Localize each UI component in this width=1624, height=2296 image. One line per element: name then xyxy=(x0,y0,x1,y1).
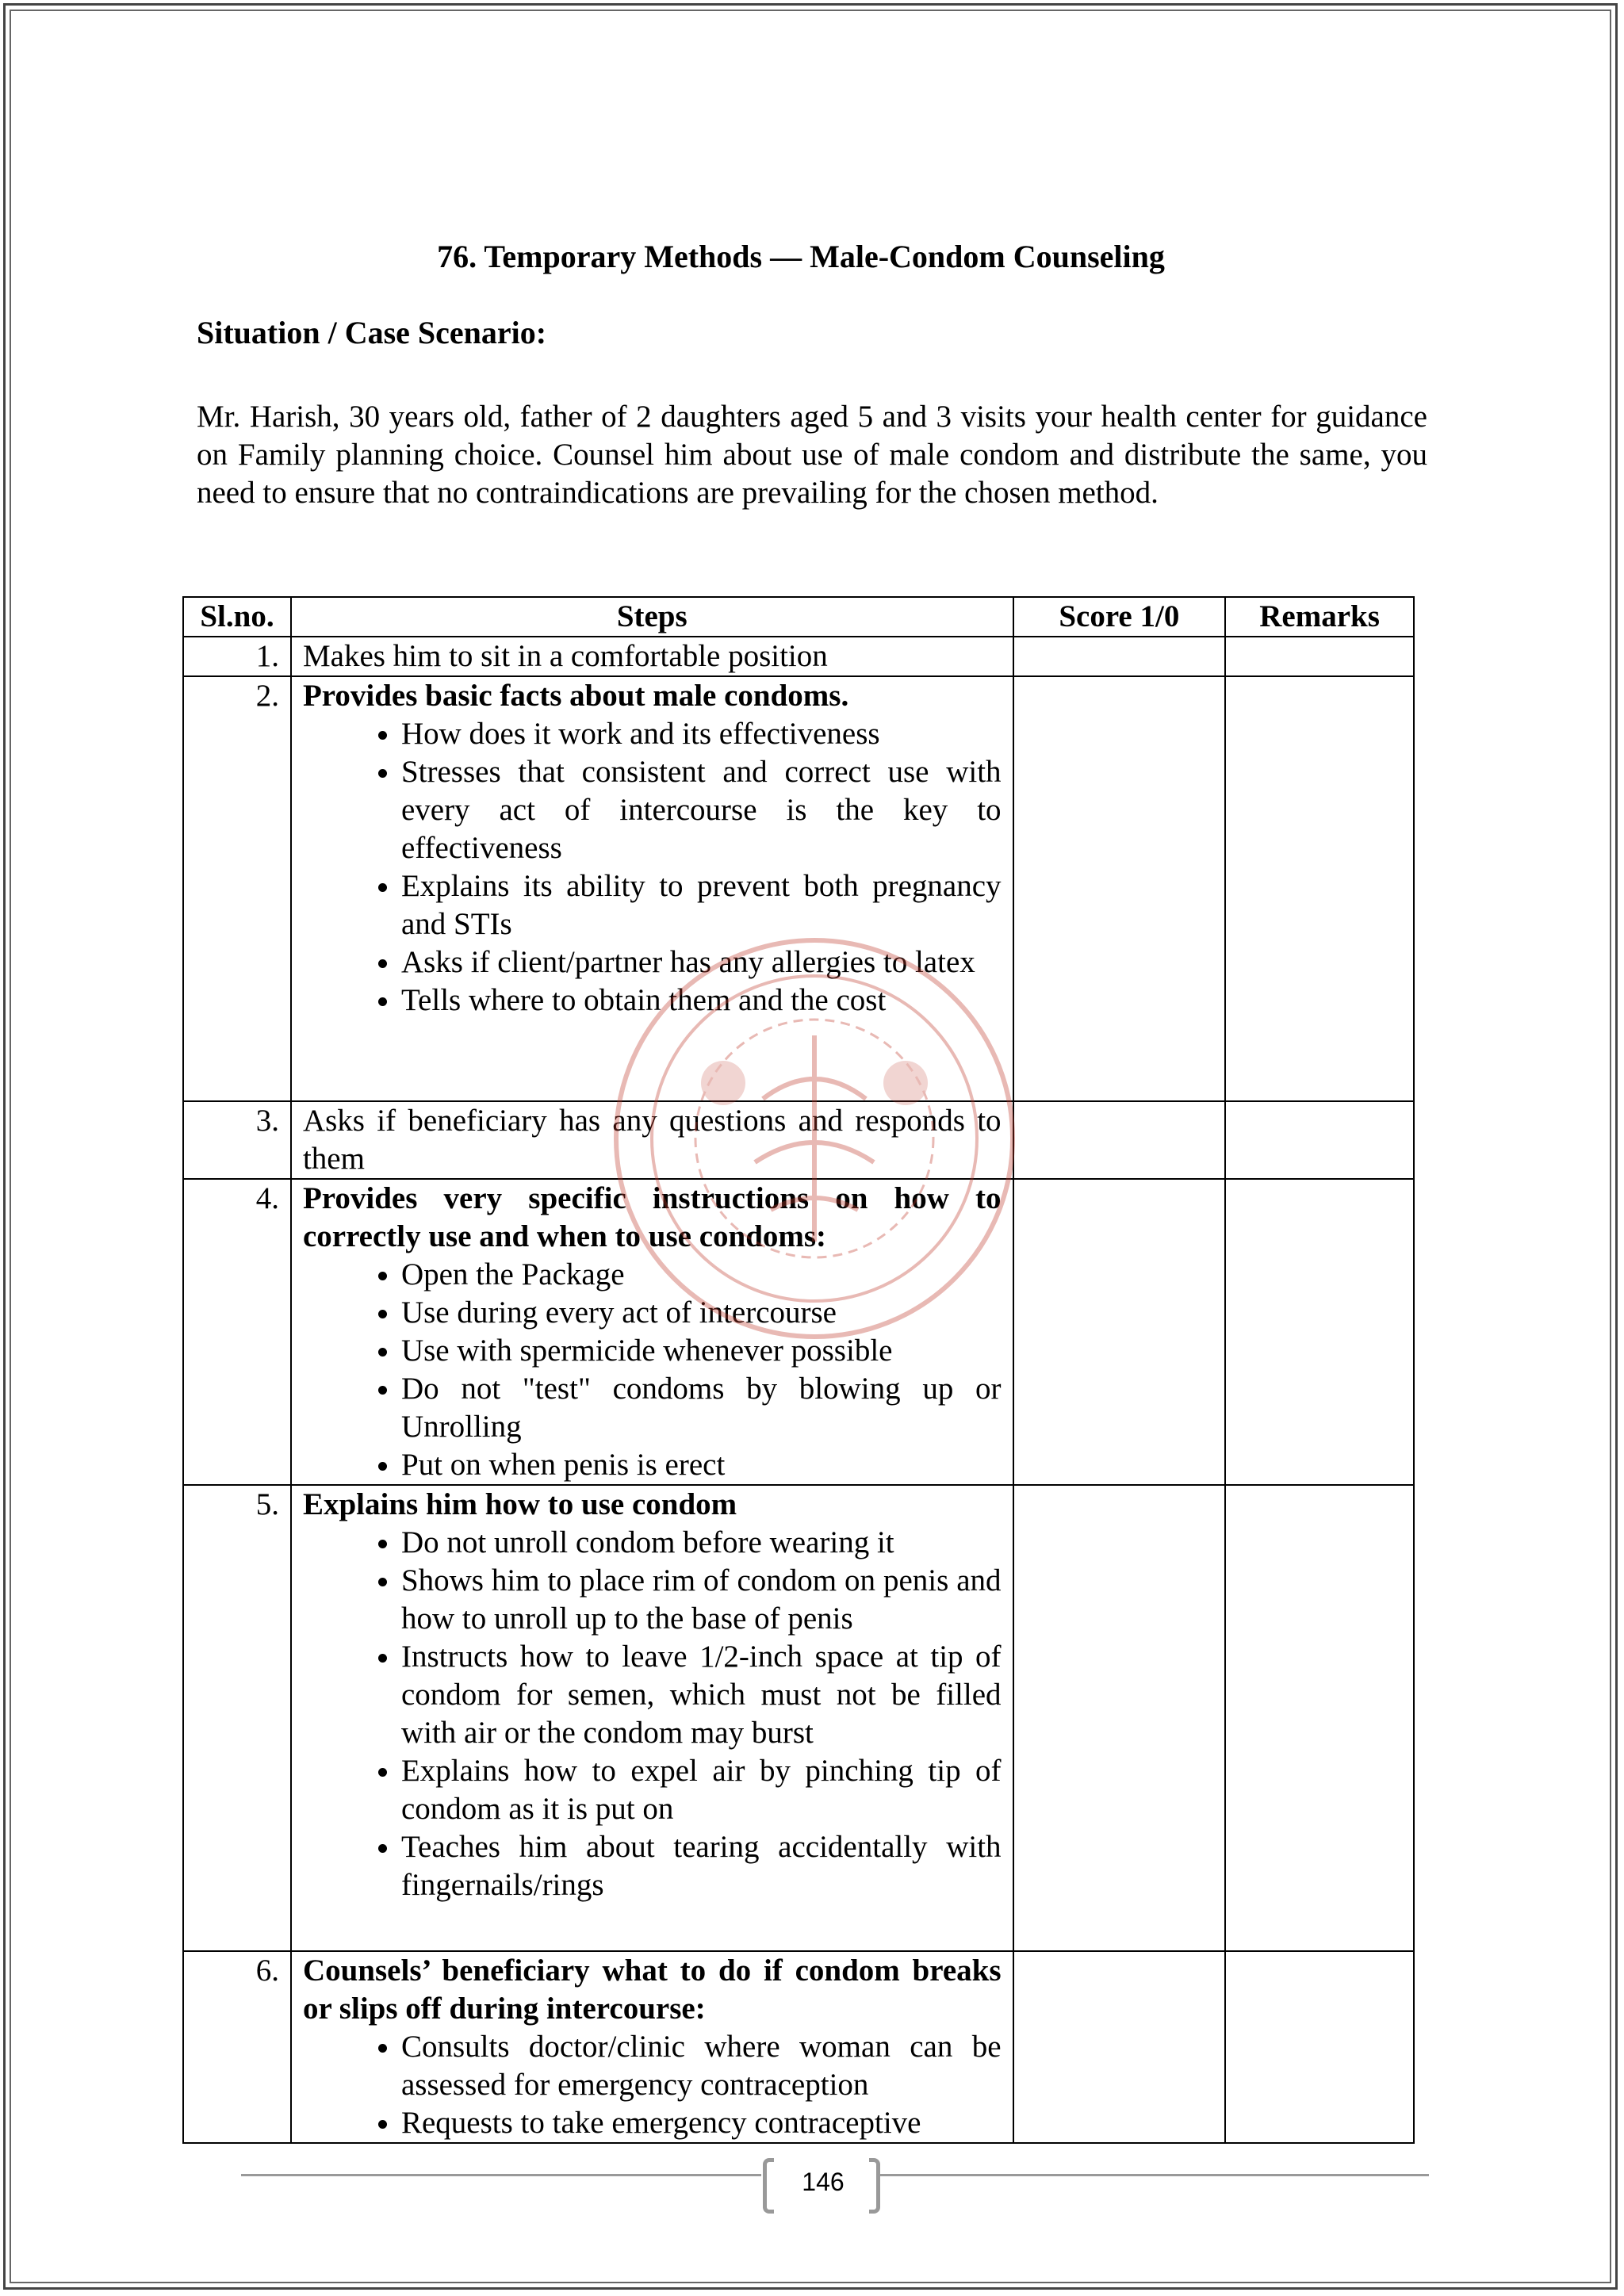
steps-table xyxy=(182,596,1415,2144)
score-cell xyxy=(1013,1101,1226,1179)
list-item: • Put on when penis is erect xyxy=(401,1446,1002,1484)
step-cell xyxy=(291,676,1013,1101)
step-text: Makes him to sit in a comfortable position xyxy=(302,639,828,673)
list-item: • Use with spermicide whenever possible xyxy=(401,1332,1002,1370)
score-cell xyxy=(1013,1179,1226,1485)
page-number-bracket-right xyxy=(869,2158,880,2214)
table-header-row xyxy=(183,597,1414,637)
remarks-cell xyxy=(1225,676,1414,1101)
row-number: 4. xyxy=(183,1179,291,1485)
table-row xyxy=(183,676,1414,1101)
page-title: 76. Temporary Methods — Male-Condom Counseling xyxy=(437,239,1165,274)
list-item: • Requests to take emergency contraceptive xyxy=(401,2104,1002,2142)
remarks-cell xyxy=(1225,1485,1414,1951)
step-cell xyxy=(291,1179,1013,1485)
list-item: • Explains its ability to prevent both pregnancy and STIs xyxy=(401,867,1002,943)
score-cell xyxy=(1013,1951,1226,2143)
table-row xyxy=(183,1485,1414,1951)
row-number: 3. xyxy=(183,1101,291,1179)
scenario-text: Mr. Harish, 30 years old, father of 2 daughters aged 5 and 3 visits your health center for guidance on Family planning choice. Counsel him about use of male condom and distribute the same, you need to ensure that no contraindications are prevailing for the chosen method. xyxy=(197,400,1427,510)
row-number: 1. xyxy=(183,637,291,676)
header-steps: Steps xyxy=(291,597,1013,637)
list-item: • Consults doctor/clinic where woman can be assessed for emergency contraception xyxy=(401,2028,1002,2104)
header-score: Score 1/0 xyxy=(1013,597,1226,637)
step-cell xyxy=(291,1101,1013,1179)
step-text: Asks if beneficiary has any questions and responds to them xyxy=(302,1104,1002,1176)
page-number-bracket-left xyxy=(763,2158,774,2214)
header-remarks: Remarks xyxy=(1225,597,1414,637)
remarks-cell xyxy=(1225,1179,1414,1485)
score-cell xyxy=(1013,676,1226,1101)
step-cell xyxy=(291,637,1013,676)
header-slno: Sl.no. xyxy=(183,597,291,637)
footer-rule-right xyxy=(879,2174,1429,2176)
table-row xyxy=(183,1179,1414,1485)
remarks-cell xyxy=(1225,1101,1414,1179)
list-item: • Teaches him about tearing accidentally with fingernails/rings xyxy=(401,1828,1002,1904)
step-bullets xyxy=(303,1256,1002,1484)
step-heading: Provides very specific instructions on how to correctly use and when to use condoms: xyxy=(302,1181,1002,1253)
scenario-label: Situation / Case Scenario: xyxy=(197,315,547,350)
step-cell xyxy=(291,1951,1013,2143)
remarks-cell xyxy=(1225,1951,1414,2143)
step-heading: Provides basic facts about male condoms. xyxy=(302,679,849,713)
row-number: 2. xyxy=(183,676,291,1101)
list-item: • Do not unroll condom before wearing it xyxy=(401,1524,1002,1562)
list-item: • Tells where to obtain them and the cost xyxy=(401,982,1002,1020)
list-item: • Instructs how to leave 1/2-inch space at tip of condom for semen, which must not be filled with air or the condom may burst xyxy=(401,1638,1002,1752)
list-item: • How does it work and its effectiveness xyxy=(401,715,1002,753)
list-item: • Explains how to expel air by pinching tip of condom as it is put on xyxy=(401,1752,1002,1828)
step-bullets xyxy=(303,715,1002,1020)
step-heading: Counsels’ beneficiary what to do if condom breaks or slips off during intercourse: xyxy=(302,1954,1002,2026)
step-bullets xyxy=(303,1524,1002,1904)
page-number: 146 xyxy=(802,2168,845,2196)
row-number: 5. xyxy=(183,1485,291,1951)
row-number: 6. xyxy=(183,1951,291,2143)
step-bullets xyxy=(303,2028,1002,2142)
step-heading: Explains him how to use condom xyxy=(302,1487,737,1521)
step-cell xyxy=(291,1485,1013,1951)
list-item: • Shows him to place rim of condom on penis and how to unroll up to the base of penis xyxy=(401,1562,1002,1638)
remarks-cell xyxy=(1225,637,1414,676)
footer-rule-left xyxy=(241,2174,761,2176)
score-cell xyxy=(1013,1485,1226,1951)
list-item: • Asks if client/partner has any allergies to latex xyxy=(401,943,1002,982)
score-cell xyxy=(1013,637,1226,676)
table-row xyxy=(183,637,1414,676)
table-row xyxy=(183,1101,1414,1179)
list-item: • Do not "test" condoms by blowing up or Unrolling xyxy=(401,1370,1002,1446)
list-item: • Use during every act of intercourse xyxy=(401,1294,1002,1332)
list-item: • Open the Package xyxy=(401,1256,1002,1294)
table-row xyxy=(183,1951,1414,2143)
list-item: • Stresses that consistent and correct use with every act of intercourse is the key to effectiveness xyxy=(401,753,1002,867)
